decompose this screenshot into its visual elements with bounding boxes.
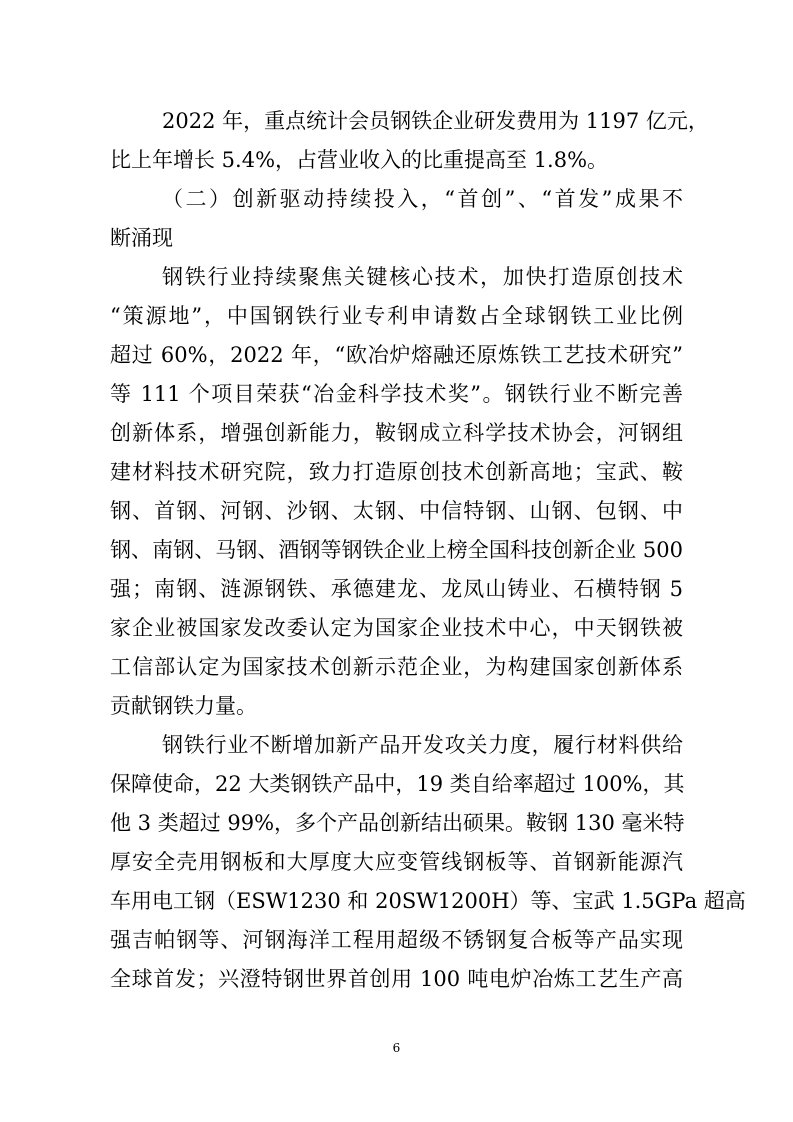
text-line: 保障使命，22 大类钢铁产品中，19 类自给率超过 100%，其 (110, 772, 685, 796)
text-line: 超过 60%，2022 年，“欧冶炉熔融还原炼铁工艺技术研究” (110, 343, 683, 367)
paragraph-core-technology (110, 258, 683, 726)
text-line: 车用电工钢（ESW1230 和 20SW1200H）等、宝武 1.5GPa 超高 (110, 889, 746, 913)
text-line: 工信部认定为国家技术创新示范企业，为构建国家创新体系 (110, 655, 683, 679)
text-line: 强吉帕钢等、河钢海洋工程用超级不锈钢复合板等产品实现 (110, 928, 683, 952)
text-line: 家企业被国家发改委认定为国家企业技术中心，中天钢铁被 (110, 616, 683, 640)
text-line: 厚安全壳用钢板和大厚度大应变管线钢板等、首钢新能源汽 (110, 850, 683, 874)
text-line: 钢铁行业持续聚焦关键核心技术，加快打造原创技术 (162, 265, 683, 289)
text-line: 强；南钢、涟源钢铁、承德建龙、龙凤山铸业、石横特钢 5 (110, 577, 683, 601)
section-heading (110, 180, 683, 258)
paragraph-rd-expense (110, 102, 709, 180)
text-line: 钢铁行业不断增加新产品开发攻关力度，履行材料供给 (162, 733, 683, 757)
text-line: 建材料技术研究院，致力打造原创技术创新高地；宝武、鞍 (110, 460, 683, 484)
text-line: 钢、南钢、马钢、酒钢等钢铁企业上榜全国科技创新企业 500 (110, 538, 683, 562)
text-line: 等 111 个项目荣获“冶金科学技术奖”。钢铁行业不断完善 (110, 382, 683, 406)
text-line: 比上年增长 5.4%，占营业收入的比重提高至 1.8%。 (110, 148, 609, 172)
paragraph-new-products (110, 726, 746, 999)
text-line: 创新体系，增强创新能力，鞍钢成立科学技术协会，河钢组 (110, 421, 683, 445)
document-body (110, 102, 746, 999)
heading-line: 断涌现 (110, 226, 173, 250)
heading-line: （二）创新驱动持续投入，“首创”、“首发”成果不 (162, 187, 683, 211)
text-line: 2022 年，重点统计会员钢铁企业研发费用为 1197 亿元， (162, 109, 709, 133)
text-line: 他 3 类超过 99%，多个产品创新结出硕果。鞍钢 130 毫米特 (110, 811, 685, 835)
page-number: 6 (392, 1041, 401, 1055)
text-line: 钢、首钢、河钢、沙钢、太钢、中信特钢、山钢、包钢、中 (110, 499, 683, 523)
text-line: 贡献钢铁力量。 (110, 694, 257, 718)
text-line: “策源地”，中国钢铁行业专利申请数占全球钢铁工业比例 (110, 304, 683, 328)
text-line: 全球首发；兴澄特钢世界首创用 100 吨电炉冶炼工艺生产高 (110, 967, 683, 991)
